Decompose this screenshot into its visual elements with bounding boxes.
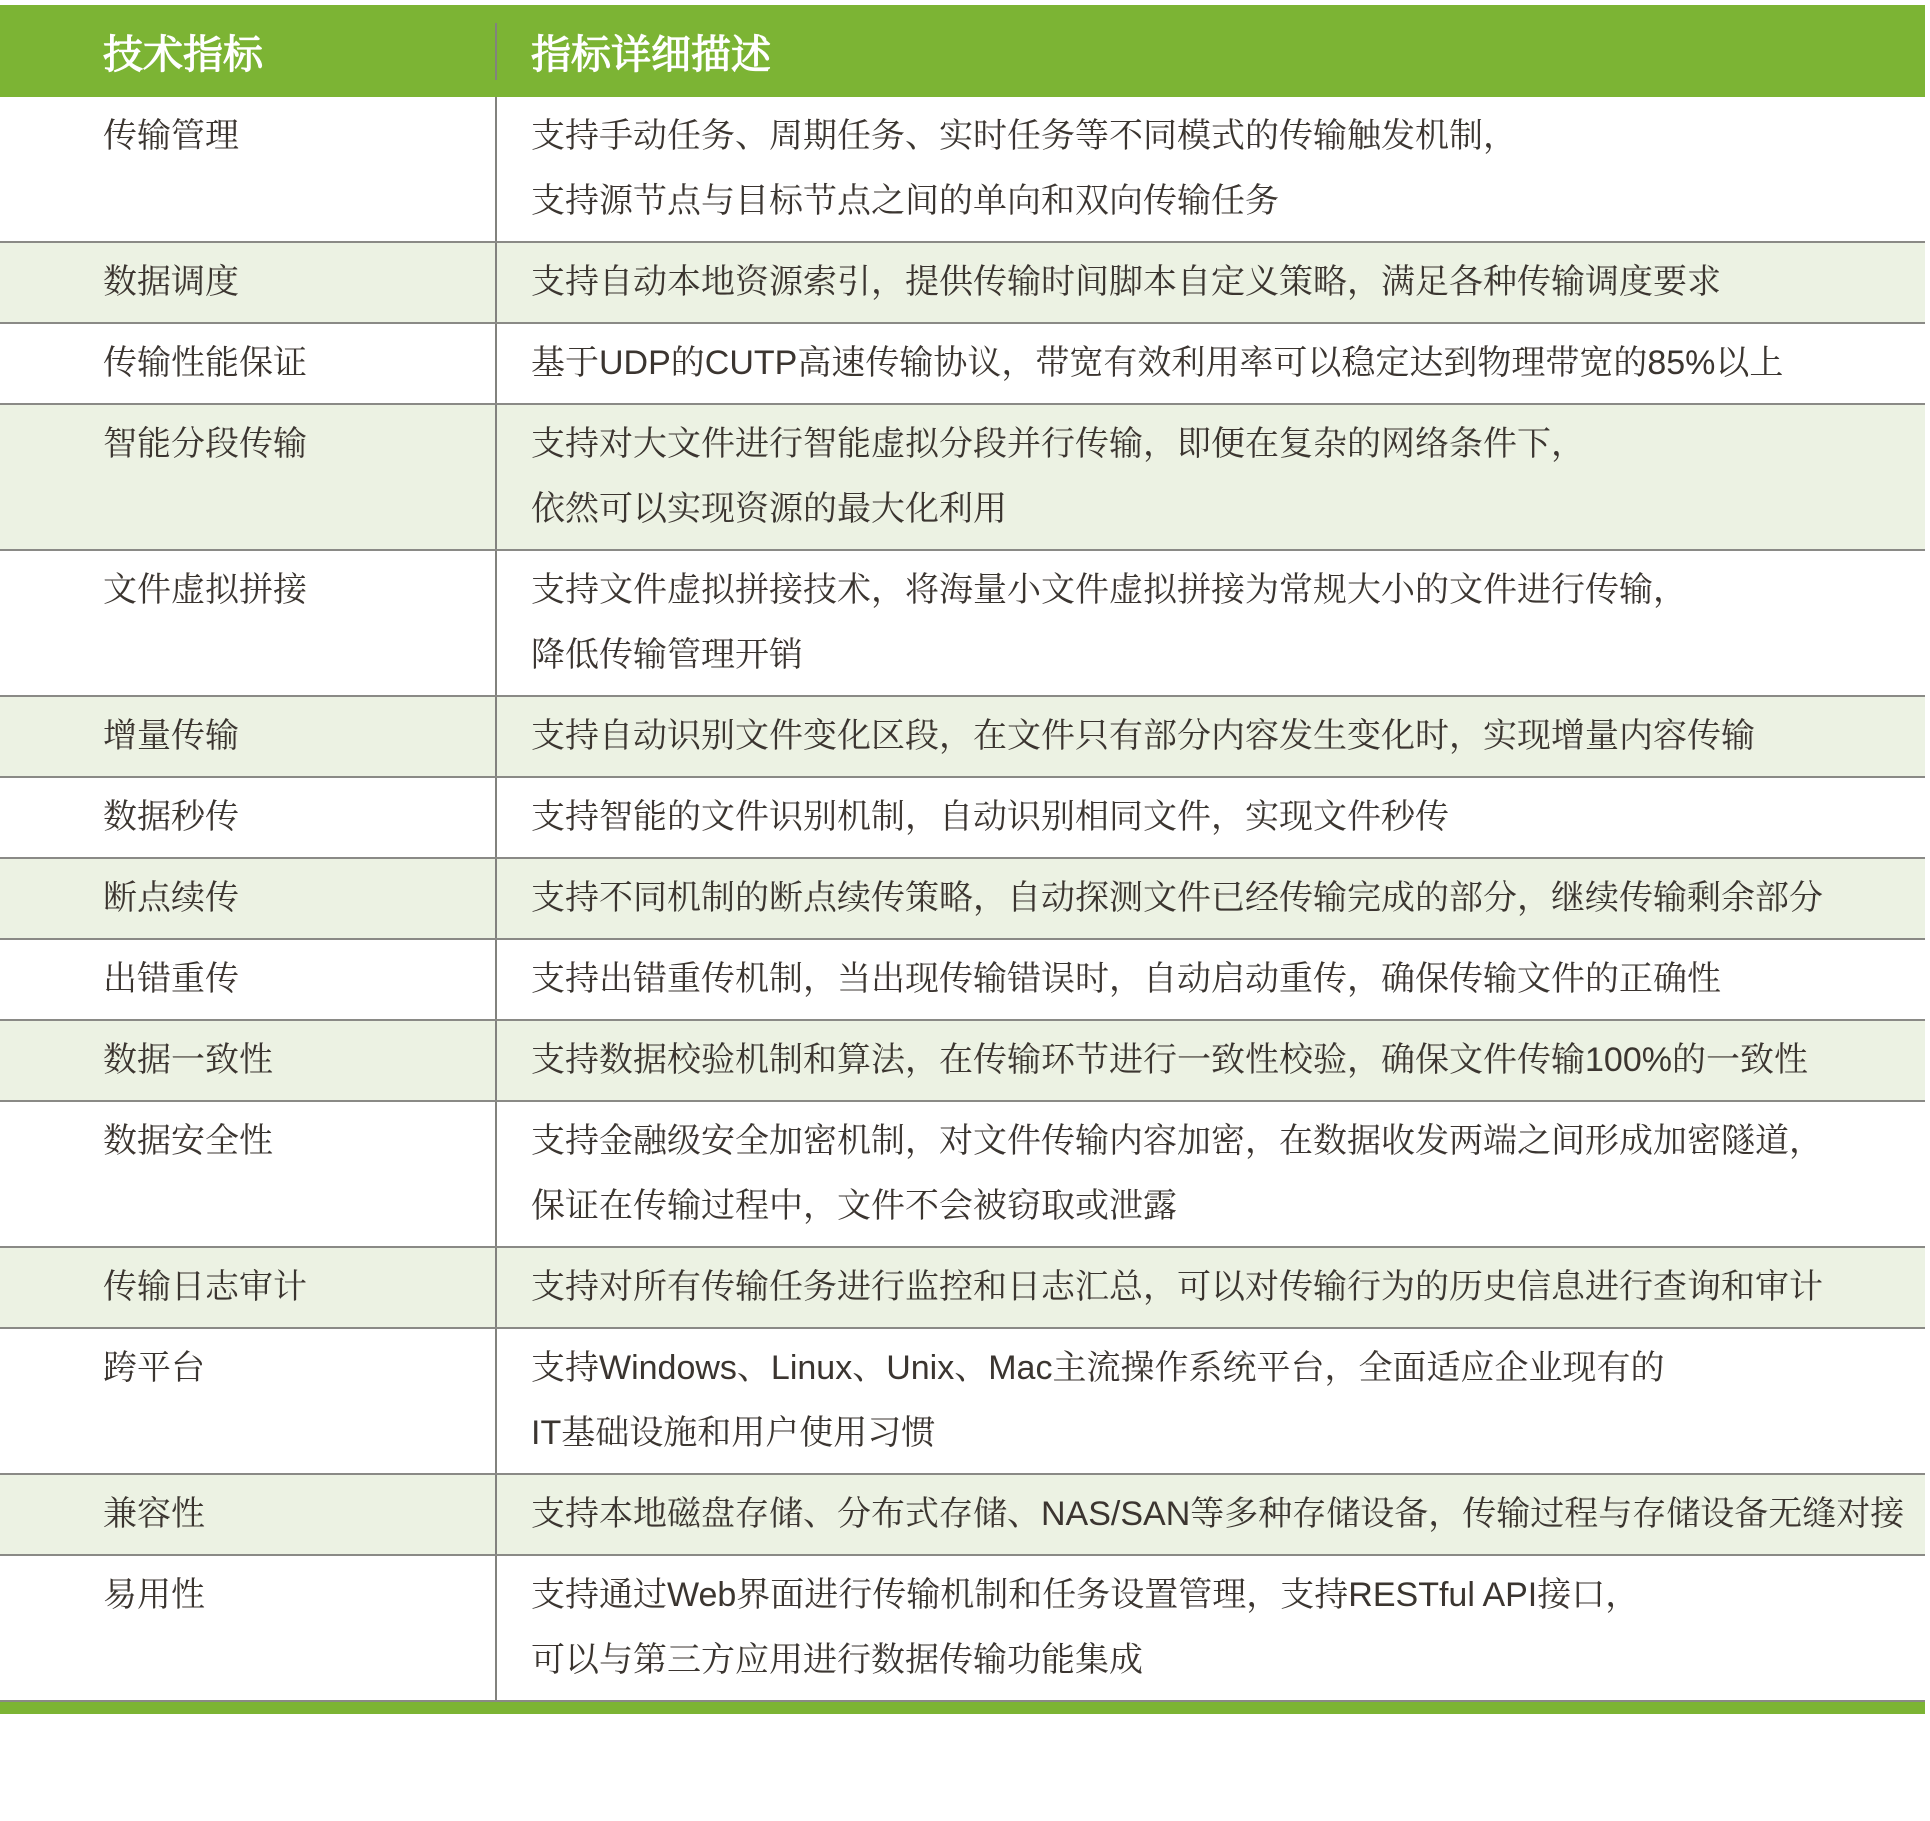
description-line: IT基础设施和用户使用习惯 [531, 1414, 936, 1452]
description-line: 支持金融级安全加密机制，对文件传输内容加密，在数据收发两端之间形成加密隧道， [531, 1122, 1823, 1160]
indicator-label: 出错重传 [103, 960, 239, 998]
description-line: 可以与第三方应用进行数据传输功能集成 [531, 1641, 1143, 1679]
description-cell [497, 324, 1925, 403]
description-line: 支持源节点与目标节点之间的单向和双向传输任务 [531, 182, 1279, 220]
indicator-label: 数据秒传 [103, 798, 239, 836]
indicator-label: 数据调度 [103, 263, 239, 301]
table-row [0, 1019, 1925, 1100]
table-row [0, 695, 1925, 776]
indicator-cell [0, 859, 497, 938]
indicator-cell [0, 551, 497, 695]
indicator-cell [0, 940, 497, 1019]
description-cell [497, 1102, 1925, 1246]
description-line: 支持手动任务、周期任务、实时任务等不同模式的传输触发机制， [531, 117, 1517, 155]
description-line: 依然可以实现资源的最大化利用 [531, 490, 1007, 528]
description-line: 降低传输管理开销 [531, 636, 803, 674]
description-line: 支持智能的文件识别机制，自动识别相同文件，实现文件秒传 [531, 798, 1449, 836]
table-header-row [0, 5, 1925, 97]
indicator-label: 断点续传 [103, 879, 239, 917]
indicator-label: 传输管理 [103, 117, 239, 155]
indicator-label: 数据安全性 [103, 1122, 273, 1160]
indicator-cell [0, 405, 497, 549]
indicator-label: 易用性 [103, 1576, 205, 1614]
description-cell [497, 243, 1925, 322]
table-row [0, 1246, 1925, 1327]
description-cell [497, 1556, 1925, 1700]
header-col-indicator: 技术指标 [0, 23, 497, 80]
indicator-label: 传输日志审计 [103, 1268, 307, 1306]
indicator-cell [0, 1102, 497, 1246]
indicator-cell [0, 1248, 497, 1327]
indicator-label: 传输性能保证 [103, 344, 307, 382]
indicator-cell [0, 324, 497, 403]
indicator-label: 智能分段传输 [103, 425, 307, 463]
description-cell [497, 97, 1925, 241]
table-row [0, 1554, 1925, 1700]
indicator-label: 增量传输 [103, 717, 239, 755]
table-row [0, 1100, 1925, 1246]
description-line: 支持通过Web界面进行传输机制和任务设置管理，支持RESTful API接口， [531, 1576, 1640, 1614]
indicator-cell [0, 778, 497, 857]
description-cell [497, 405, 1925, 549]
description-cell [497, 940, 1925, 1019]
description-line: 支持本地磁盘存储、分布式存储、NAS/SAN等多种存储设备，传输过程与存储设备无缝对接 [531, 1495, 1905, 1533]
description-line: 支持Windows、Linux、Unix、Mac主流操作系统平台，全面适应企业现有的 [531, 1349, 1665, 1387]
table-row [0, 1327, 1925, 1473]
description-line: 支持出错重传机制，当出现传输错误时，自动启动重传，确保传输文件的正确性 [531, 960, 1721, 998]
table-row [0, 241, 1925, 322]
description-cell [497, 1329, 1925, 1473]
description-line: 支持对大文件进行智能虚拟分段并行传输，即便在复杂的网络条件下， [531, 425, 1585, 463]
table-row [0, 857, 1925, 938]
description-cell [497, 778, 1925, 857]
indicator-label: 文件虚拟拼接 [103, 571, 307, 609]
description-line: 支持自动识别文件变化区段，在文件只有部分内容发生变化时，实现增量内容传输 [531, 717, 1755, 755]
description-cell [497, 1248, 1925, 1327]
description-line: 支持对所有传输任务进行监控和日志汇总，可以对传输行为的历史信息进行查询和审计 [531, 1268, 1823, 1306]
description-line: 支持自动本地资源索引，提供传输时间脚本自定义策略，满足各种传输调度要求 [531, 263, 1721, 301]
indicator-label: 数据一致性 [103, 1041, 273, 1079]
spec-table [0, 5, 1925, 1714]
table-row [0, 549, 1925, 695]
header-col-description: 指标详细描述 [531, 32, 771, 77]
description-line: 支持数据校验机制和算法，在传输环节进行一致性校验，确保文件传输100%的一致性 [531, 1041, 1808, 1079]
description-cell [497, 551, 1925, 695]
description-cell [497, 1475, 1925, 1554]
table-row [0, 938, 1925, 1019]
table-row [0, 1473, 1925, 1554]
indicator-cell [0, 243, 497, 322]
description-line: 基于UDP的CUTP高速传输协议，带宽有效利用率可以稳定达到物理带宽的85%以上 [531, 344, 1784, 382]
indicator-cell [0, 1475, 497, 1554]
bottom-accent-bar [0, 1700, 1925, 1714]
description-cell [497, 1021, 1925, 1100]
description-line: 保证在传输过程中，文件不会被窃取或泄露 [531, 1187, 1177, 1225]
indicator-cell [0, 1021, 497, 1100]
description-line: 支持不同机制的断点续传策略，自动探测文件已经传输完成的部分，继续传输剩余部分 [531, 879, 1823, 917]
indicator-cell [0, 697, 497, 776]
indicator-cell [0, 1329, 497, 1473]
description-line: 支持文件虚拟拼接技术，将海量小文件虚拟拼接为常规大小的文件进行传输， [531, 571, 1687, 609]
indicator-label: 跨平台 [103, 1349, 205, 1387]
table-row [0, 97, 1925, 241]
table-body [0, 97, 1925, 1700]
indicator-cell [0, 97, 497, 241]
indicator-label: 兼容性 [103, 1495, 205, 1533]
table-row [0, 322, 1925, 403]
table-row [0, 403, 1925, 549]
table-row [0, 776, 1925, 857]
description-cell [497, 859, 1925, 938]
indicator-cell [0, 1556, 497, 1700]
description-cell [497, 697, 1925, 776]
